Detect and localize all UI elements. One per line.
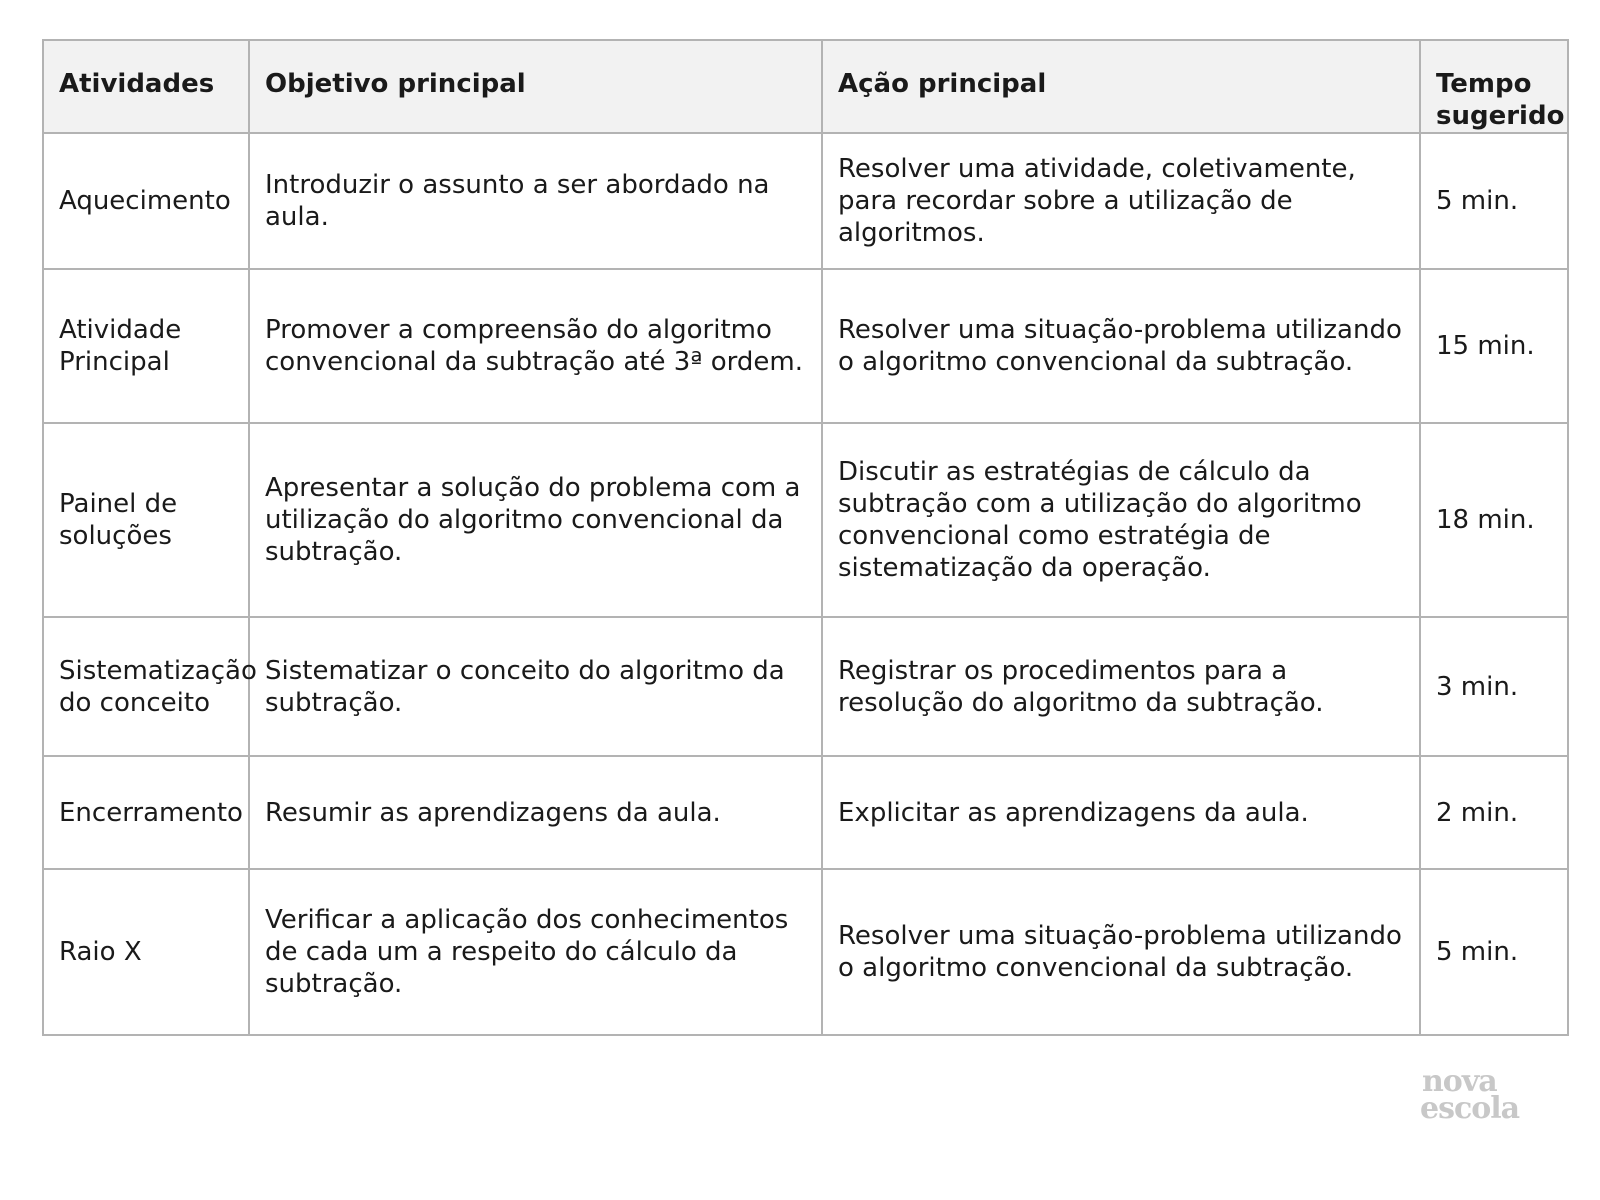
cell-tempo: 3 min. [1420,617,1568,756]
cell-tempo: 5 min. [1420,869,1568,1035]
cell-acao: Registrar os procedimentos para a resolução do algoritmo da subtração. [822,617,1420,756]
logo-line-escola: escola [1420,1091,1520,1126]
header-tempo-sugerido [1420,40,1568,133]
table-row [43,133,1568,269]
cell-objetivo: Apresentar a solução do problema com a utilização do algoritmo convencional da subtração. [249,423,822,617]
header-atividades: Atividades [43,40,249,133]
logo-line-nova: nova [1422,1064,1497,1099]
cell-tempo: 15 min. [1420,269,1568,423]
cell-atividade: Aquecimento [43,133,249,269]
cell-tempo: 5 min. [1420,133,1568,269]
header-objetivo-principal: Objetivo principal [249,40,822,133]
table-row [43,617,1568,756]
lesson-plan-table [42,39,1569,1036]
table-row [43,869,1568,1035]
cell-atividade: Raio X [43,869,249,1035]
nova-escola-logo [1420,1064,1520,1126]
table-row [43,423,1568,617]
cell-atividade: Atividade Principal [43,269,249,423]
cell-objetivo: Verificar a aplicação dos conhecimentos de cada um a respeito do cálculo da subtração. [249,869,822,1035]
cell-tempo: 2 min. [1420,756,1568,869]
header-acao-principal: Ação principal [822,40,1420,133]
cell-tempo: 18 min. [1420,423,1568,617]
cell-atividade: Encerramento [43,756,249,869]
cell-acao: Explicitar as aprendizagens da aula. [822,756,1420,869]
cell-acao: Resolver uma atividade, coletivamente, para recordar sobre a utilização de algoritmos. [822,133,1420,269]
cell-acao: Resolver uma situação-problema utilizando o algoritmo convencional da subtração. [822,869,1420,1035]
table-row [43,756,1568,869]
cell-objetivo: Promover a compreensão do algoritmo convencional da subtração até 3ª ordem. [249,269,822,423]
cell-objetivo: Sistematizar o conceito do algoritmo da subtração. [249,617,822,756]
header-tempo-line2: sugerido [1436,101,1565,131]
cell-atividade: Painel de soluções [43,423,249,617]
cell-acao: Discutir as estratégias de cálculo da subtração com a utilização do algoritmo convencional como estratégia de sistematização da operação. [822,423,1420,617]
cell-objetivo: Resumir as aprendizagens da aula. [249,756,822,869]
table-row [43,269,1568,423]
cell-acao: Resolver uma situação-problema utilizando o algoritmo convencional da subtração. [822,269,1420,423]
cell-objetivo: Introduzir o assunto a ser abordado na aula. [249,133,822,269]
header-tempo-line1: Tempo [1436,69,1532,99]
table-header-row [43,40,1568,133]
cell-atividade: Sistematização do conceito [43,617,249,756]
